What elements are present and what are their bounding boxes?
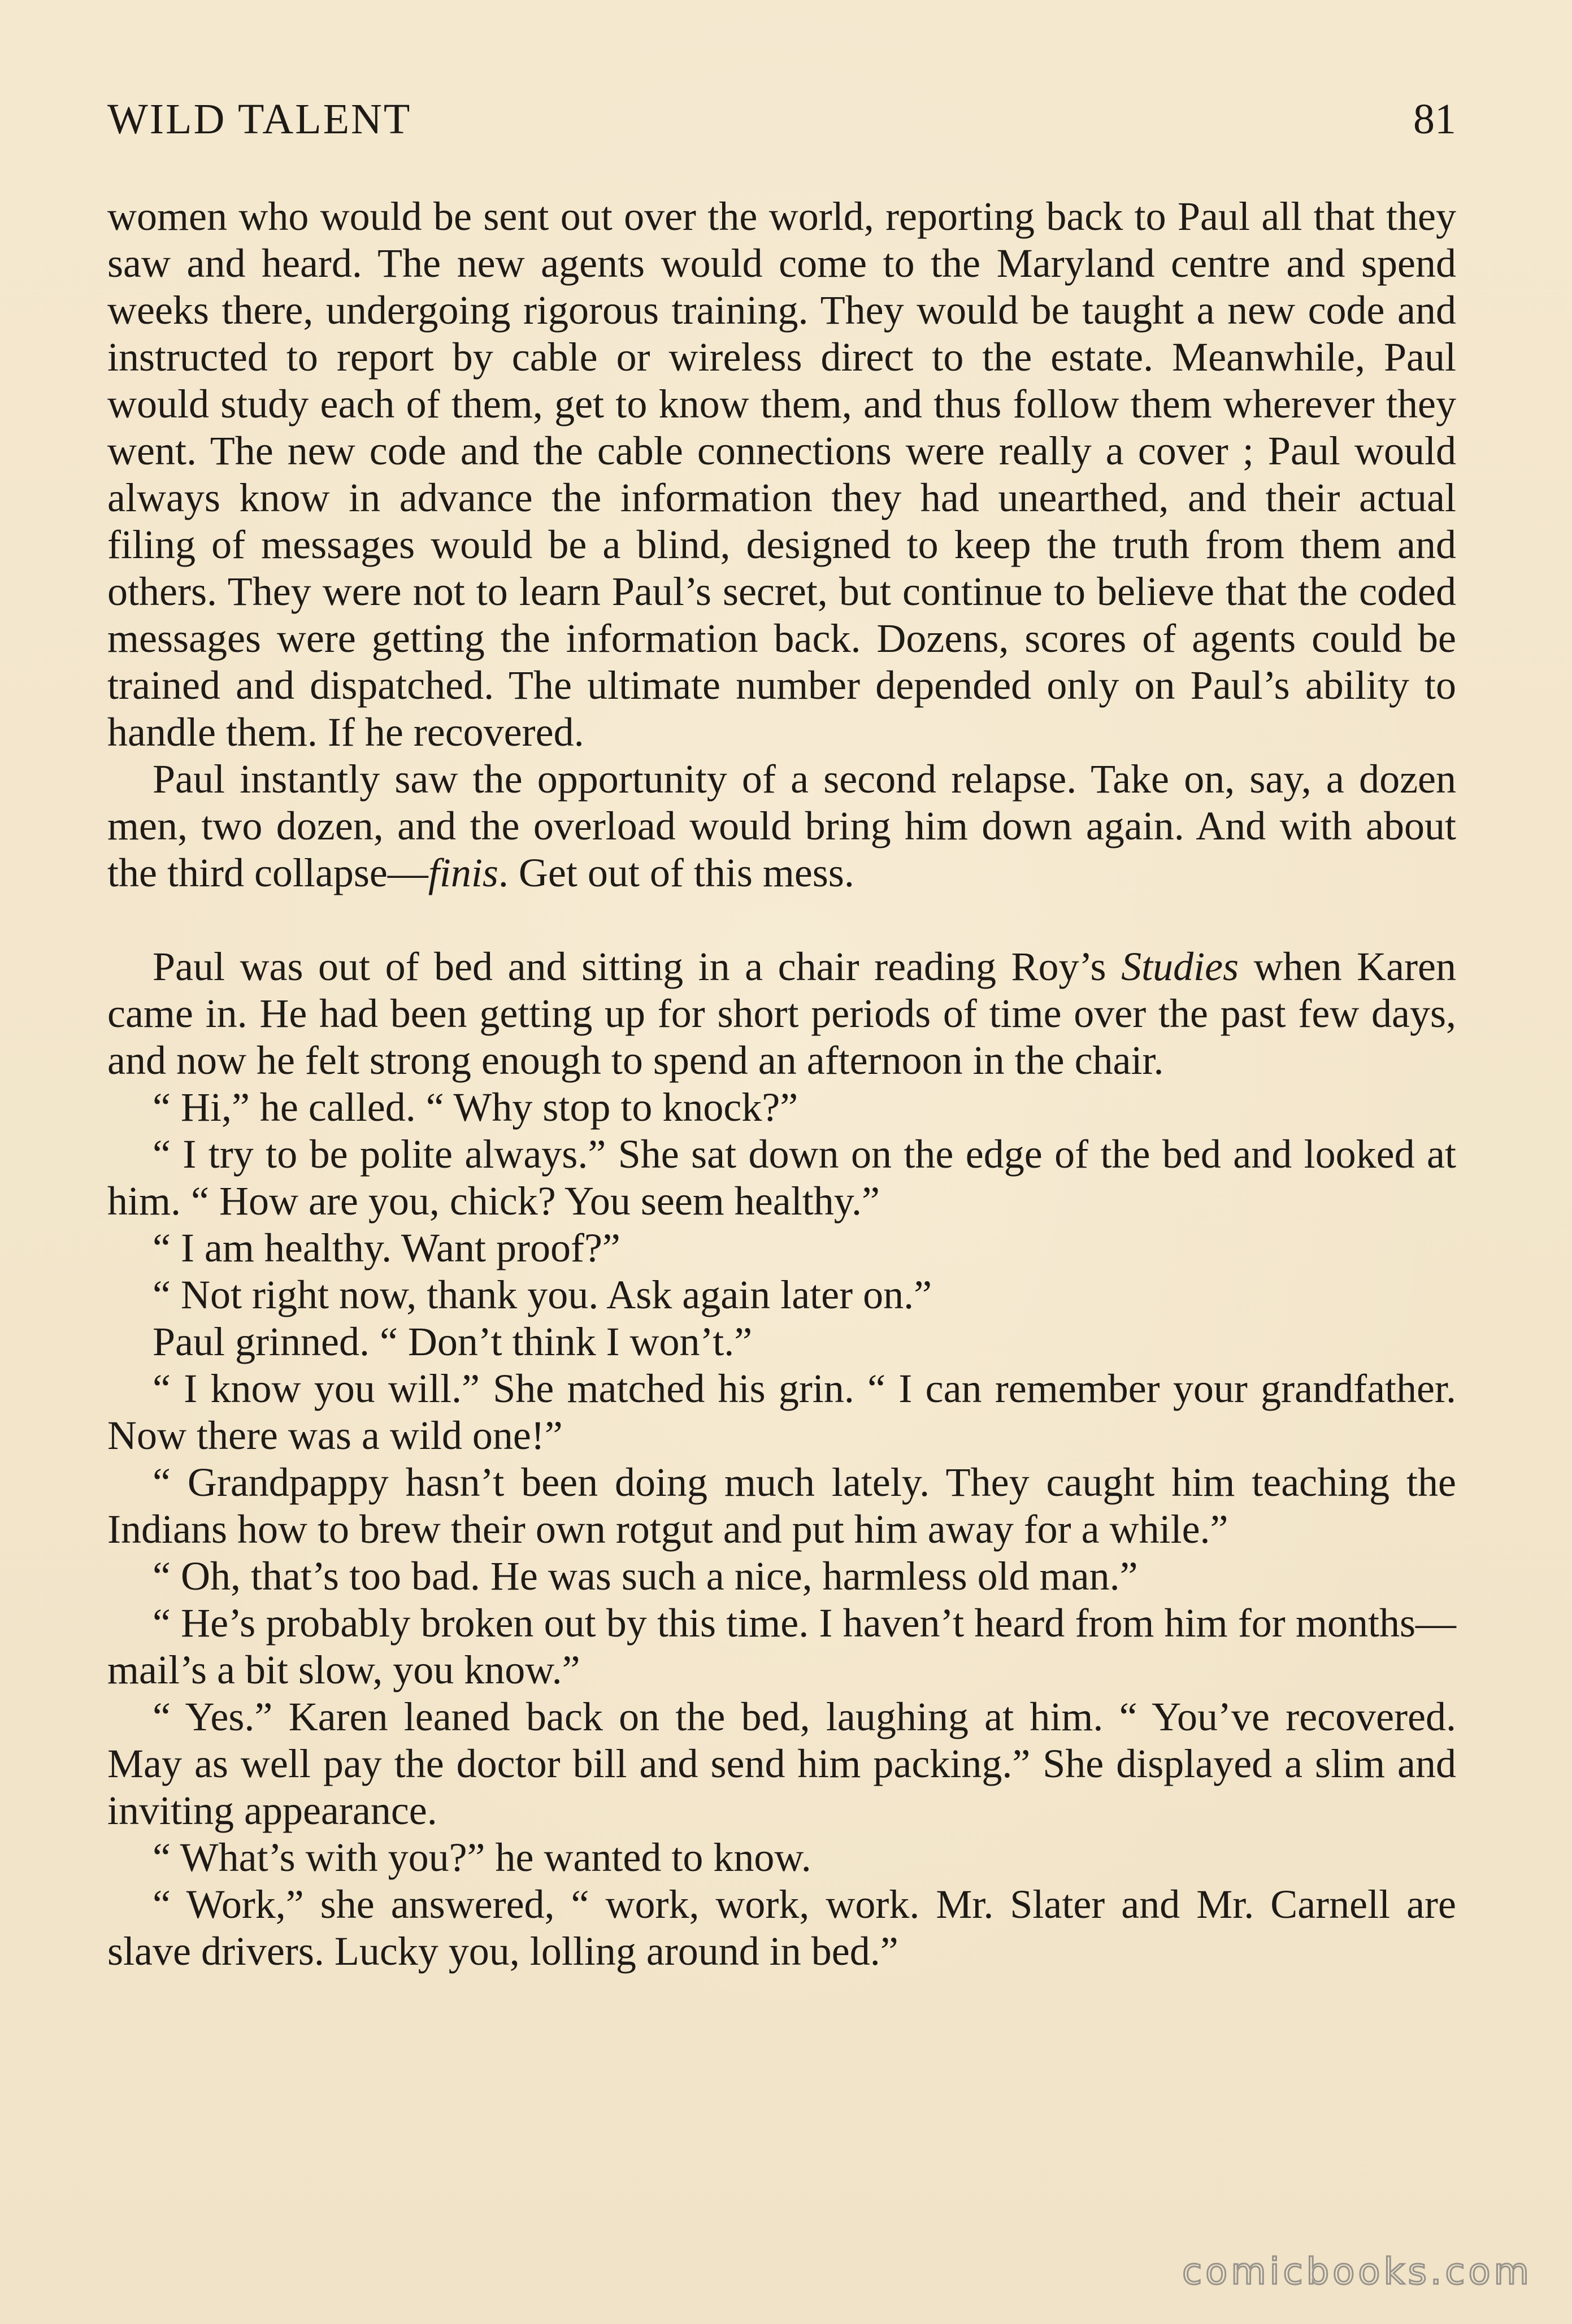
text-run: “ Work,” she answered, “ work, work, work. Mr. Slater and Mr. Carnell are slave drivers. Lucky you, lolling around in bed.”: [107, 1882, 1456, 1974]
text-run: when Karen came in. He had been getting up for short periods of time over the past few days, and now he felt strong enough to spend an afternoon in the chair.: [107, 944, 1457, 1083]
italic-text: finis: [428, 850, 498, 895]
paragraph: [107, 756, 1456, 896]
watermark: comicbooks.com: [1182, 2251, 1532, 2293]
text-run: women who would be sent out over the world, reporting back to Paul all that they saw and heard. The new agents would come to the Maryland centre and spend weeks there, undergoing rigorous training. They would be taught a new code and instructed to report by cable or wireless direct to the estate. Meanwhile, Paul would study each of them, get to know them, and thus follow them wherever they went. The new code and the cable connections were really a cover ; Paul would always know in advance the information they had unearthed, and their actual filing of messages would be a blind, designed to keep the truth from them and others. They were not to learn Paul’s secret, but continue to believe that the coded messages were getting the information back. Dozens, scores of agents could be trained and dispatched. The ultimate number depended only on Paul’s ability to handle them. If he recovered.: [107, 194, 1456, 755]
text-run: . Get out of this mess.: [498, 850, 854, 895]
paragraph: [107, 1225, 1456, 1272]
text-run: “ What’s with you?” he wanted to know.: [153, 1835, 811, 1880]
paragraph: [107, 1881, 1456, 1975]
italic-text: Studies: [1121, 944, 1239, 989]
paragraph: [107, 943, 1456, 1084]
text-run: “ Hi,” he called. “ Why stop to knock?”: [153, 1085, 798, 1130]
text-run: “ He’s probably broken out by this time. I haven’t heard from him for months—mail’s a bit slow, you know.”: [107, 1600, 1456, 1692]
paragraph: [107, 1600, 1456, 1694]
paragraph: [107, 193, 1456, 756]
text-run: “ Yes.” Karen leaned back on the bed, laughing at him. “ You’ve recovered. May as well pay the doctor bill and send him packing.” She displayed a slim and inviting appearance.: [107, 1694, 1456, 1833]
running-head: [107, 95, 1456, 157]
page-number: 81: [1413, 95, 1456, 143]
text-run: “ Oh, that’s too bad. He was such a nice, harmless old man.”: [153, 1553, 1138, 1599]
text-run: Paul grinned. “ Don’t think I won’t.”: [153, 1319, 753, 1364]
paragraph: [107, 1131, 1456, 1225]
paragraph: [107, 1459, 1456, 1553]
text-run: “ I try to be polite always.” She sat down on the edge of the bed and looked at him. “ How are you, chick? You seem healthy.”: [107, 1131, 1456, 1224]
text-run: “ I am healthy. Want proof?”: [153, 1225, 620, 1270]
section-break: [107, 896, 1456, 943]
text-run: “ I know you will.” She matched his grin. “ I can remember your grandfather. Now there was a wild one!”: [107, 1366, 1456, 1458]
text-run: Paul instantly saw the opportunity of a second relapse. Take on, say, a dozen men, two dozen, and the overload would bring him down again. And with about the third collapse—: [107, 756, 1456, 895]
running-title: WILD TALENT: [107, 95, 412, 143]
paragraph: [107, 1272, 1456, 1318]
paragraph: [107, 1834, 1456, 1881]
text-run: “ Not right now, thank you. Ask again later on.”: [153, 1272, 932, 1317]
paragraph: [107, 1694, 1456, 1834]
paragraph: [107, 1553, 1456, 1600]
text-run: “ Grandpappy hasn’t been doing much lately. They caught him teaching the Indians how to brew their own rotgut and put him away for a while.”: [107, 1460, 1456, 1552]
paragraph: [107, 1318, 1456, 1365]
text-run: Paul was out of bed and sitting in a chair reading Roy’s: [153, 944, 1122, 989]
body-text: [107, 193, 1456, 1975]
paragraph: [107, 1084, 1456, 1131]
paragraph: [107, 1365, 1456, 1459]
